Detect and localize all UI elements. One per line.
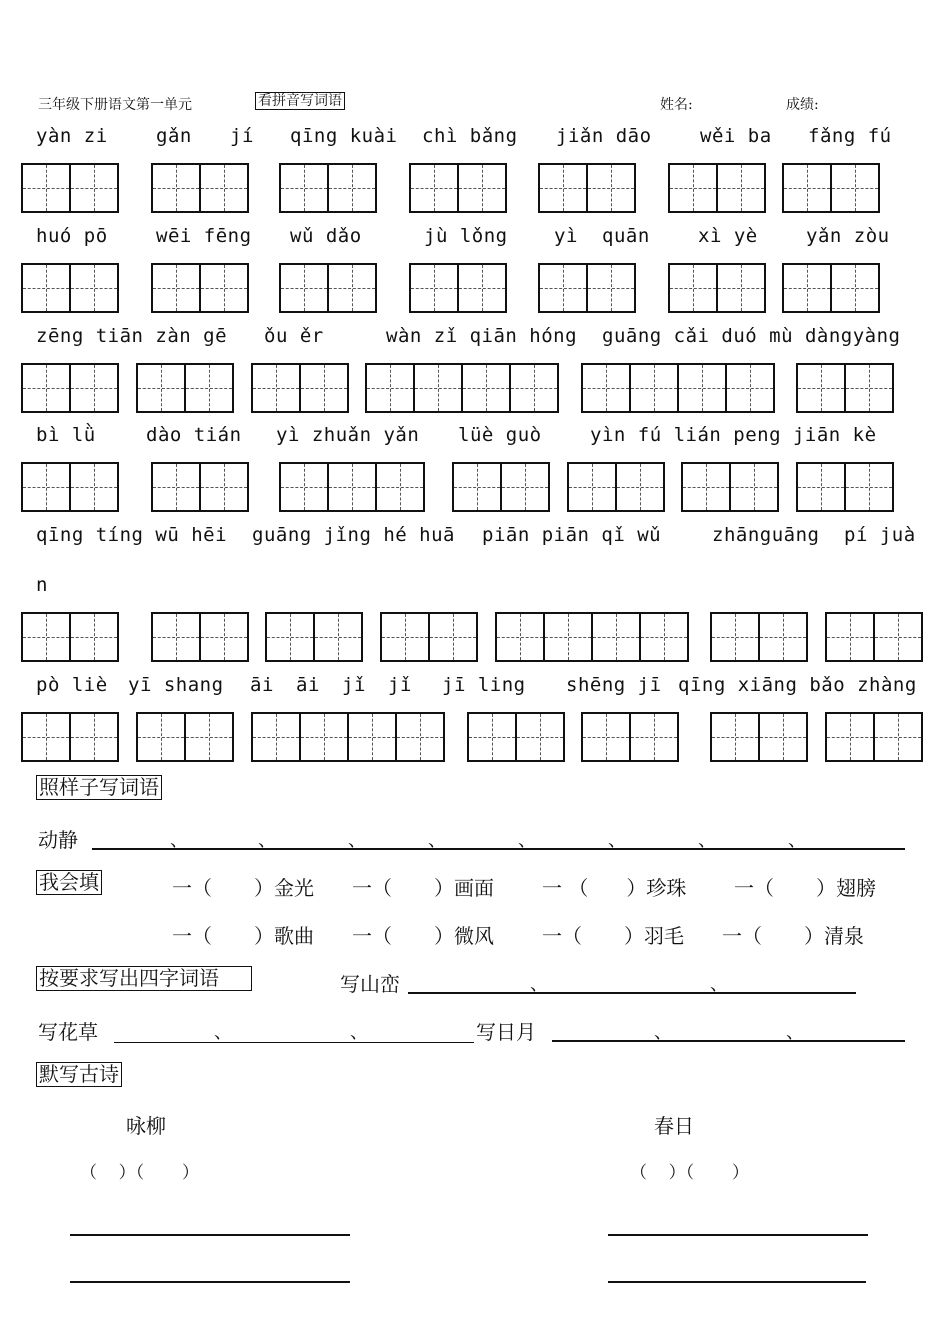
answer-line[interactable] bbox=[92, 848, 905, 850]
writing-box-group[interactable] bbox=[279, 462, 425, 512]
pinyin: bì lǜ bbox=[36, 424, 96, 446]
pinyin: qīng kuài bbox=[290, 125, 398, 147]
fill-item[interactable]: 一（ ）翅膀 bbox=[734, 876, 876, 900]
poem1-author[interactable]: （ ）（ ） bbox=[80, 1163, 199, 1183]
pinyin: quān bbox=[602, 225, 650, 247]
fill-item[interactable]: 一（ ）微风 bbox=[352, 924, 494, 948]
pinyin: pí juà bbox=[844, 524, 916, 546]
writing-box-group[interactable] bbox=[825, 712, 923, 762]
writing-box-group[interactable] bbox=[825, 612, 923, 662]
pinyin: wěi ba bbox=[700, 125, 772, 147]
poem1-title: 咏柳 bbox=[126, 1114, 166, 1138]
pinyin: qīng tíng wū hēi bbox=[36, 524, 228, 546]
section-title-four-char: 按要求写出四字词语 bbox=[36, 966, 252, 991]
writing-box-group[interactable] bbox=[668, 263, 766, 313]
writing-box-group[interactable] bbox=[782, 263, 880, 313]
poem2-title: 春日 bbox=[654, 1114, 694, 1138]
pinyin: zhānguāng bbox=[712, 524, 820, 546]
worksheet-title: 三年级下册语文第一单元 bbox=[38, 97, 192, 113]
writing-box-group[interactable] bbox=[279, 163, 377, 213]
writing-box-group[interactable] bbox=[710, 712, 808, 762]
name-label: 姓名: bbox=[660, 97, 693, 113]
writing-box-group[interactable] bbox=[467, 712, 565, 762]
separator: 、 bbox=[654, 1022, 672, 1043]
writing-box-group[interactable] bbox=[710, 612, 808, 662]
pinyin: yì bbox=[554, 225, 578, 247]
writing-box-group[interactable] bbox=[495, 612, 689, 662]
pinyin: wǔ dǎo bbox=[290, 225, 362, 247]
pinyin: lüè guò bbox=[458, 424, 542, 446]
separator: 、 bbox=[608, 830, 626, 851]
writing-box-group[interactable] bbox=[668, 163, 766, 213]
pinyin: n bbox=[36, 574, 48, 596]
pinyin: shēng jī bbox=[566, 674, 662, 696]
pinyin: āi bbox=[250, 674, 274, 696]
pinyin: pò liè bbox=[36, 674, 108, 696]
pinyin: guāng jǐng hé huā bbox=[252, 524, 455, 546]
poem2-author[interactable]: （ ）（ ） bbox=[630, 1163, 749, 1183]
writing-box-group[interactable] bbox=[136, 363, 234, 413]
fill-item[interactable]: 一 （ ）珍珠 bbox=[542, 876, 687, 900]
writing-box-group[interactable] bbox=[21, 462, 119, 512]
fill-item[interactable]: 一（ ）清泉 bbox=[722, 924, 864, 948]
section-title-example: 照样子写词语 bbox=[36, 775, 162, 800]
pinyin: wēi fēng bbox=[156, 225, 252, 247]
section-title-fill: 我会填 bbox=[36, 870, 102, 895]
separator: 、 bbox=[258, 830, 276, 851]
pinyin: jǐ bbox=[342, 674, 366, 696]
separator: 、 bbox=[214, 1022, 232, 1043]
writing-box-group[interactable] bbox=[380, 612, 478, 662]
pinyin: piān piān qǐ wǔ bbox=[482, 524, 662, 546]
sunmoon-label: 写日月 bbox=[476, 1020, 536, 1044]
pinyin: xì yè bbox=[698, 225, 758, 247]
pinyin: wàn zǐ qiān hóng bbox=[386, 325, 578, 347]
poem1-line[interactable] bbox=[70, 1234, 350, 1236]
separator: 、 bbox=[170, 830, 188, 851]
score-label: 成绩: bbox=[786, 97, 819, 113]
writing-box-group[interactable] bbox=[136, 712, 234, 762]
example-prompt: 动静 bbox=[38, 828, 78, 852]
separator: 、 bbox=[788, 830, 806, 851]
pinyin: guāng cǎi duó mù dàngyàng bbox=[602, 325, 901, 347]
writing-box-group[interactable] bbox=[567, 462, 665, 512]
writing-box-group[interactable] bbox=[151, 163, 249, 213]
writing-box-group[interactable] bbox=[681, 462, 779, 512]
flowers-line[interactable] bbox=[114, 1042, 474, 1043]
writing-box-group[interactable] bbox=[21, 712, 119, 762]
pinyin: jù lǒng bbox=[424, 225, 508, 247]
section-title-pinyin: 看拼音写词语 bbox=[255, 92, 345, 110]
writing-box-group[interactable] bbox=[538, 163, 636, 213]
section-title-poem: 默写古诗 bbox=[36, 1062, 122, 1087]
writing-box-group[interactable] bbox=[251, 363, 349, 413]
fill-item[interactable]: 一（ ）金光 bbox=[172, 876, 314, 900]
separator: 、 bbox=[348, 830, 366, 851]
separator: 、 bbox=[786, 1022, 804, 1043]
writing-box-group[interactable] bbox=[251, 712, 445, 762]
poem2-line[interactable] bbox=[608, 1281, 866, 1283]
writing-box-group[interactable] bbox=[21, 612, 119, 662]
separator: 、 bbox=[530, 974, 548, 995]
pinyin: chì bǎng bbox=[422, 125, 518, 147]
writing-box-group[interactable] bbox=[151, 462, 249, 512]
writing-box-group[interactable] bbox=[581, 712, 679, 762]
mountains-label: 写山峦 bbox=[340, 972, 400, 996]
mountains-line[interactable] bbox=[408, 992, 856, 994]
pinyin: jī ling bbox=[442, 674, 526, 696]
writing-box-group[interactable] bbox=[365, 363, 559, 413]
separator: 、 bbox=[710, 974, 728, 995]
fill-item[interactable]: 一（ ）歌曲 bbox=[172, 924, 314, 948]
poem2-line[interactable] bbox=[608, 1234, 868, 1236]
pinyin: ǒu ěr bbox=[264, 325, 324, 347]
pinyin: fǎng fú bbox=[808, 125, 892, 147]
writing-box-group[interactable] bbox=[409, 263, 507, 313]
writing-box-group[interactable] bbox=[21, 163, 119, 213]
writing-box-group[interactable] bbox=[796, 363, 894, 413]
pinyin: huó pō bbox=[36, 225, 108, 247]
pinyin: āi bbox=[296, 674, 320, 696]
pinyin: jiǎn dāo bbox=[556, 125, 652, 147]
pinyin: jí bbox=[230, 125, 254, 147]
pinyin: qīng xiāng bǎo zhàng bbox=[678, 674, 917, 696]
writing-box-group[interactable] bbox=[452, 462, 550, 512]
writing-box-group[interactable] bbox=[279, 263, 377, 313]
pinyin: jǐ bbox=[388, 674, 412, 696]
poem1-line[interactable] bbox=[70, 1281, 350, 1283]
fill-item[interactable]: 一（ ）羽毛 bbox=[542, 924, 684, 948]
pinyin: yī shang bbox=[128, 674, 224, 696]
writing-box-group[interactable] bbox=[265, 612, 363, 662]
pinyin: yàn zi bbox=[36, 125, 108, 147]
writing-box-group[interactable] bbox=[581, 363, 775, 413]
writing-box-group[interactable] bbox=[409, 163, 507, 213]
pinyin: dào tián bbox=[146, 424, 242, 446]
writing-box-group[interactable] bbox=[151, 612, 249, 662]
separator: 、 bbox=[428, 830, 446, 851]
pinyin: yì zhuǎn yǎn bbox=[276, 424, 420, 446]
pinyin: zēng tiān zàn gē bbox=[36, 325, 228, 347]
writing-box-group[interactable] bbox=[21, 263, 119, 313]
separator: 、 bbox=[350, 1022, 368, 1043]
flowers-label: 写花草 bbox=[38, 1020, 98, 1044]
fill-item[interactable]: 一（ ）画面 bbox=[352, 876, 494, 900]
writing-box-group[interactable] bbox=[796, 462, 894, 512]
pinyin: yìn fú lián peng jiān kè bbox=[590, 424, 877, 446]
writing-box-group[interactable] bbox=[21, 363, 119, 413]
pinyin: yǎn zòu bbox=[806, 225, 890, 247]
pinyin: gǎn bbox=[156, 125, 192, 147]
writing-box-group[interactable] bbox=[151, 263, 249, 313]
separator: 、 bbox=[698, 830, 716, 851]
writing-box-group[interactable] bbox=[782, 163, 880, 213]
separator: 、 bbox=[518, 830, 536, 851]
sunmoon-line[interactable] bbox=[552, 1040, 905, 1042]
writing-box-group[interactable] bbox=[538, 263, 636, 313]
